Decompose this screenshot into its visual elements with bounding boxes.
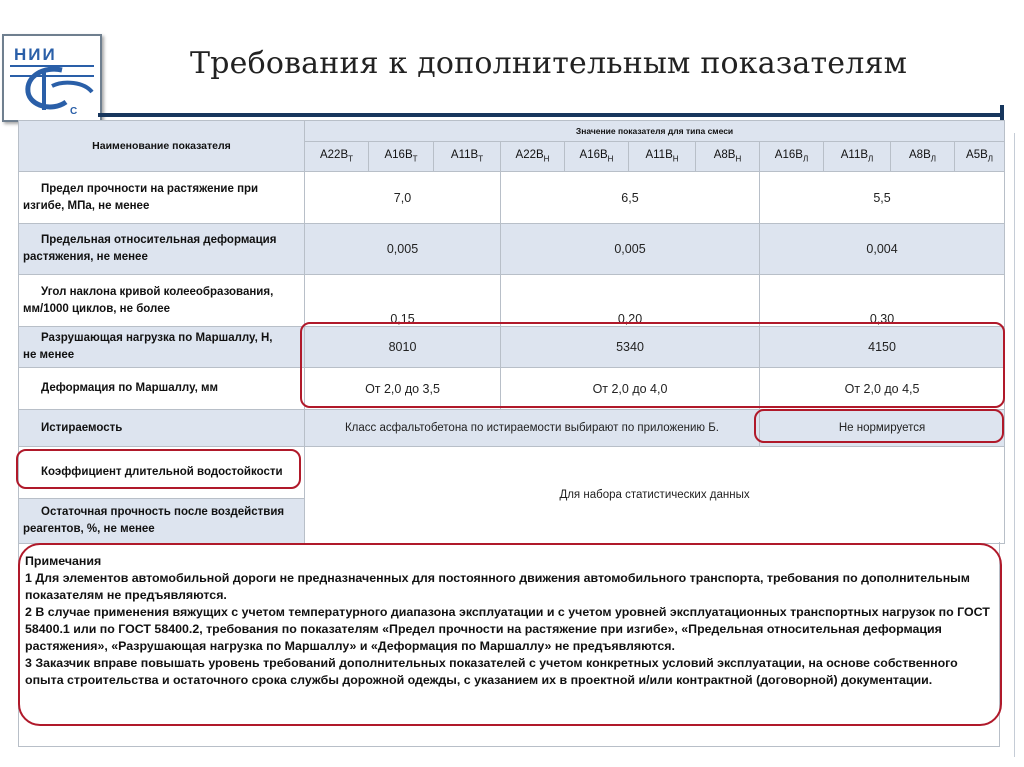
value-cell: 6,5 [501,172,760,224]
right-rule [1014,133,1015,757]
header-group: Значение показателя для типа смеси [575,126,734,136]
row-name: Угол наклона кривой колееобразования, мм/1000 циклов, не более [19,275,305,327]
value-cell: 0,005 [305,224,501,275]
column-header: $А16В_Т$ [369,142,434,172]
table-row [19,224,1005,275]
value-cell: От 2,0 до 3,5 [305,368,501,410]
value-cell: 5340 [501,327,760,368]
row-name: Коэффициент длительной водостойкости [19,447,305,499]
value-cell-merged: Класс асфальтобетона по истираемости выбирают по приложению Б. [305,410,760,447]
column-header: $А11В_Л$ [824,142,891,172]
note-item: 2 В случае применения вяжущих с учетом температурного диапазона эксплуатации и с учетом уровней эксплуатационных транспортных нагрузок по ГОСТ 58400.1 или по ГОСТ 58400.2, требования по показателям «Предел прочности на растяжение при изгибе», «Предельная относительная деформация растяжения», «Разрушающая нагрузка по Маршаллу» и «Деформация по Маршаллу» не предъявляются. [25,605,990,653]
value-cell: От 2,0 до 4,5 [760,368,1005,410]
value-cell: 0,30 [760,275,1005,327]
logo-text: НИИ [14,45,57,64]
requirements-table [18,120,1005,544]
value-cell: 7,0 [305,172,501,224]
value-cell: От 2,0 до 4,0 [501,368,760,410]
column-header: $А11В_Т$ [434,142,501,172]
note-item: 1 Для элементов автомобильной дороги не предназначенных для постоянного движения автомобильного транспорта, требования по дополнительным показателям не предъявляются. [25,571,970,602]
value-cell: 0,005 [501,224,760,275]
value-cell: 0,20 [501,275,760,327]
column-header: $А5В_Л$ [955,142,1005,172]
header-group-cell [305,121,1005,142]
logo-mark: С [70,106,78,117]
title-rule [98,113,1004,117]
header-name-cell [19,121,305,172]
column-header: $А22В_Т$ [305,142,369,172]
row-name: Деформация по Маршаллу, мм [19,368,305,410]
value-cell: 8010 [305,327,501,368]
value-cell: 0,004 [760,224,1005,275]
value-cell-merged: Для набора статистических данных [305,447,1005,544]
column-header: $А16В_Н$ [565,142,629,172]
row-name: Предел прочности на растяжение при изгибе, МПа, не менее [19,172,305,224]
row-name: Истираемость [19,410,305,447]
table-row [19,327,1005,368]
note-item: 3 Заказчик вправе повышать уровень требований дополнительных показателей с учетом конкретных условий эксплуатации, на основе собственного опыта строительства и остаточного срока службы дорожной одежды, с указанием их в проектной и/или контрактной (договорной) документации. [25,656,958,687]
institute-logo-graphic [4,36,100,120]
table-row [19,410,1005,447]
table-row [19,368,1005,410]
row-name: Остаточная прочность после воздействия реагентов, %, не менее [19,499,305,544]
row-name: Предельная относительная деформация растяжения, не менее [19,224,305,275]
value-cell: 0,15 [305,275,501,327]
slide-title: Требования к дополнительным показателям [190,46,908,81]
column-header: $А22В_Н$ [501,142,565,172]
table-row [19,275,1005,327]
column-header: $А8В_Л$ [891,142,955,172]
column-header: $А8В_Н$ [696,142,760,172]
value-cell: Не нормируется [760,410,1005,447]
notes-heading: Примечания [25,554,102,568]
table-row [19,172,1005,224]
value-cell: 5,5 [760,172,1005,224]
header-name: Наименование показателя [92,140,231,152]
column-header: $А11В_Н$ [629,142,696,172]
table-row [19,447,1005,499]
column-header: $А16В_Л$ [760,142,824,172]
row-name: Разрушающая нагрузка по Маршаллу, Н, не менее [19,327,305,368]
value-cell: 4150 [760,327,1005,368]
institute-logo [2,34,102,122]
notes-section [18,542,1000,747]
